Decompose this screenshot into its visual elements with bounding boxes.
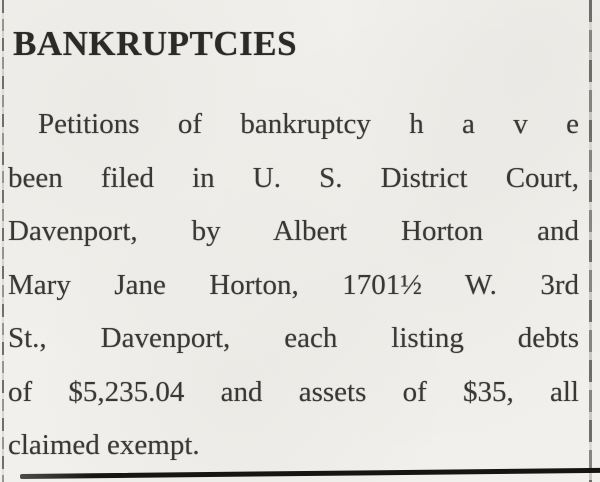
article-line-5: St., Davenport, each listing debts [8, 322, 579, 354]
article-body [8, 98, 579, 473]
column-rule-left [2, 0, 4, 482]
article-headline: BANKRUPTCIES [13, 24, 298, 63]
article-line-6: of $5,235.04 and assets of $35, all [8, 375, 579, 408]
article-line-4: Mary Jane Horton, 1701½ W. 3rd [8, 268, 579, 301]
article-line-7: claimed exempt. [8, 429, 200, 461]
article-line-1: Petitions of bankruptcy h a v e [38, 108, 579, 140]
article-line-2: been filed in U. S. District Court, [8, 161, 579, 194]
article-line-3: Davenport, by Albert Horton and [8, 215, 579, 247]
column-rule-right [589, 0, 592, 482]
